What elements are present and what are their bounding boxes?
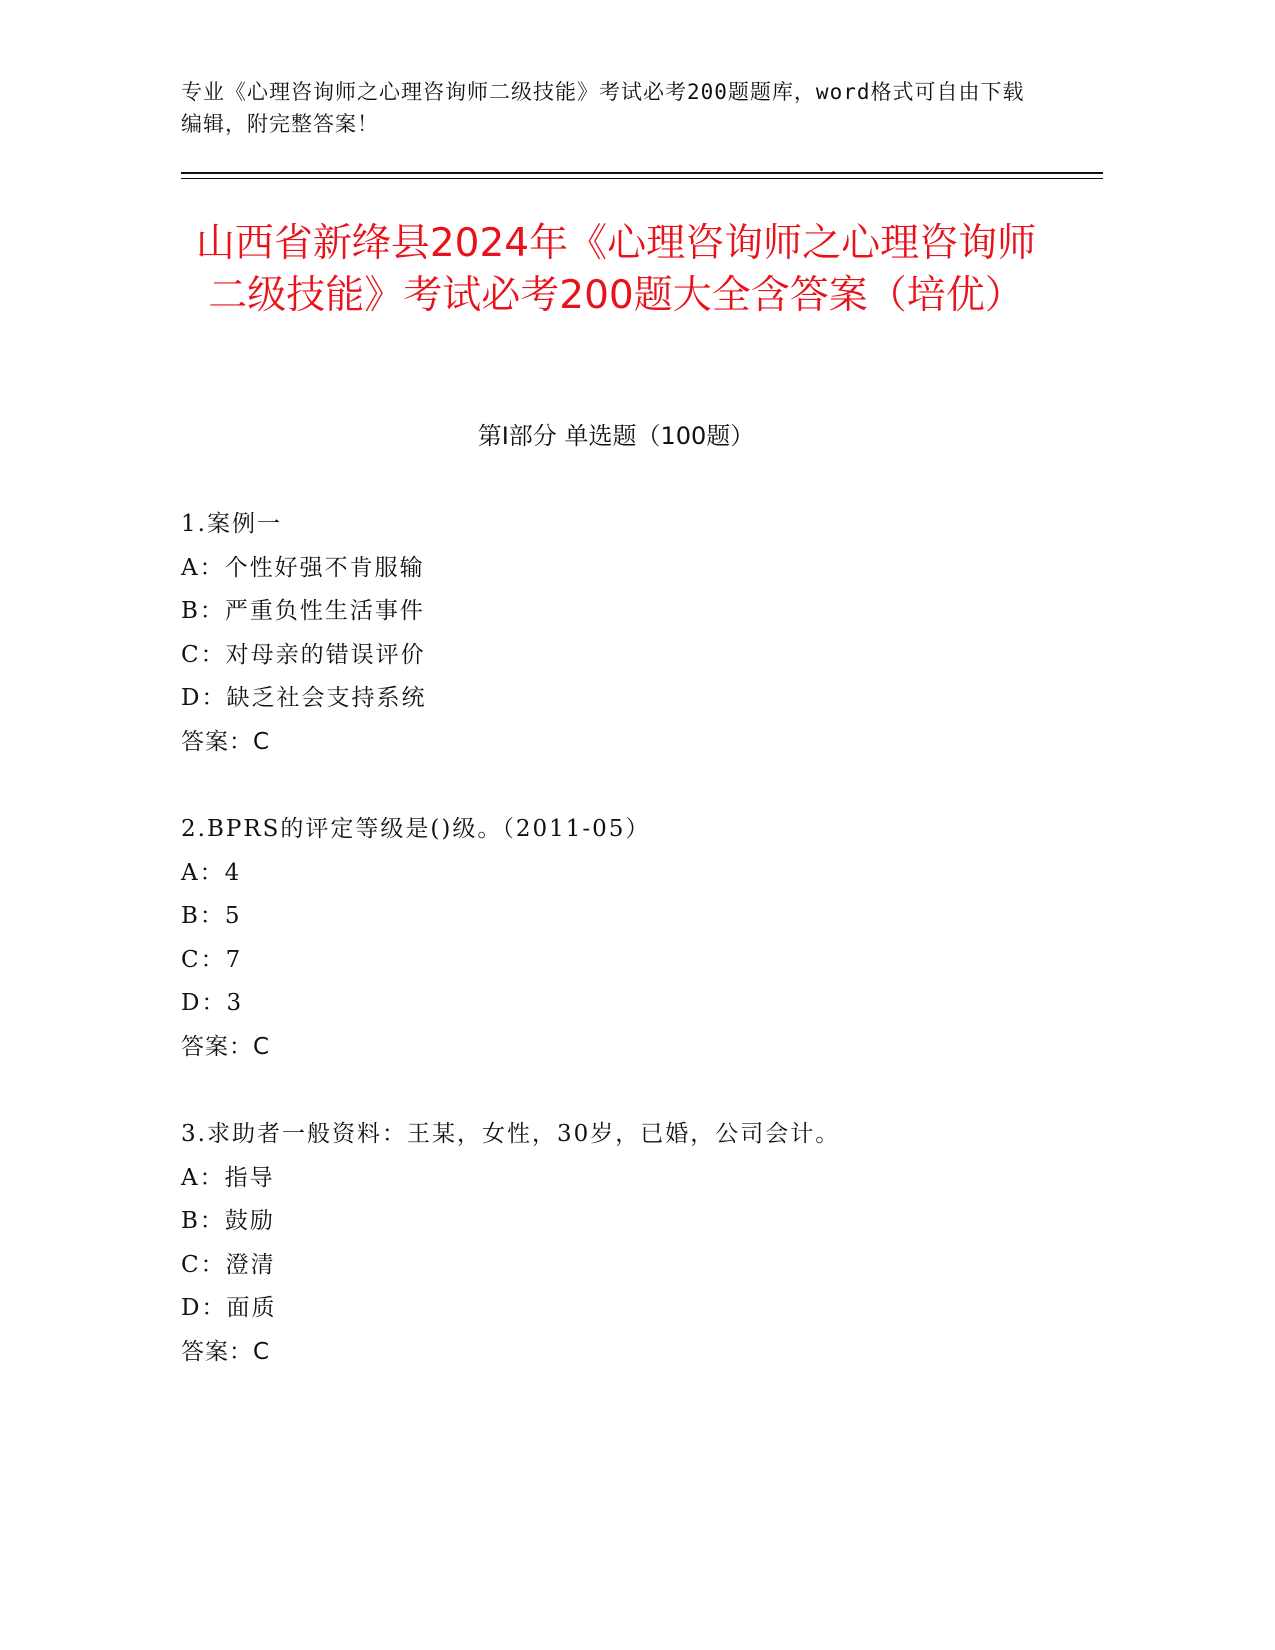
section-heading: 第I部分 单选题（100题） — [477, 422, 755, 450]
answer: 答案：C — [181, 728, 271, 755]
header-divider-thin — [181, 178, 1103, 179]
option-c: C：7 — [181, 946, 243, 973]
option-d: D：3 — [181, 990, 244, 1016]
question-1 — [181, 503, 1061, 764]
answer: 答案：C — [181, 1033, 271, 1060]
document-title: 山西省新绛县2024年《心理咨询师之心理咨询师二级技能》考试必考200题大全含答案（培优） — [195, 221, 1037, 318]
header-note: 专业《心理咨询师之心理咨询师二级技能》考试必考200题题库，word格式可自由下载编辑，附完整答案！ — [181, 80, 1025, 136]
question-3 — [181, 1113, 1061, 1374]
question-stem: 3.求助者一般资料：王某，女性，30岁，已婚，公司会计。 — [181, 1121, 841, 1147]
option-a: A：个性好强不肯服输 — [181, 554, 425, 581]
question-stem: 2.BPRS的评定等级是()级。（2011-05） — [181, 816, 651, 842]
question-stem: 1.案例一 — [181, 511, 282, 537]
option-a: A：指导 — [181, 1164, 275, 1191]
option-a: A：4 — [181, 859, 242, 886]
option-c: C：对母亲的错误评价 — [181, 641, 426, 668]
option-c: C：澄清 — [181, 1251, 276, 1278]
option-d: D：缺乏社会支持系统 — [181, 685, 427, 711]
option-b: B：5 — [181, 903, 242, 929]
option-b: B：严重负性生活事件 — [181, 598, 425, 624]
header-divider-thick — [181, 172, 1103, 174]
answer: 答案：C — [181, 1338, 271, 1365]
question-2 — [181, 808, 1061, 1069]
option-d: D：面质 — [181, 1295, 277, 1321]
option-b: B：鼓励 — [181, 1208, 275, 1234]
